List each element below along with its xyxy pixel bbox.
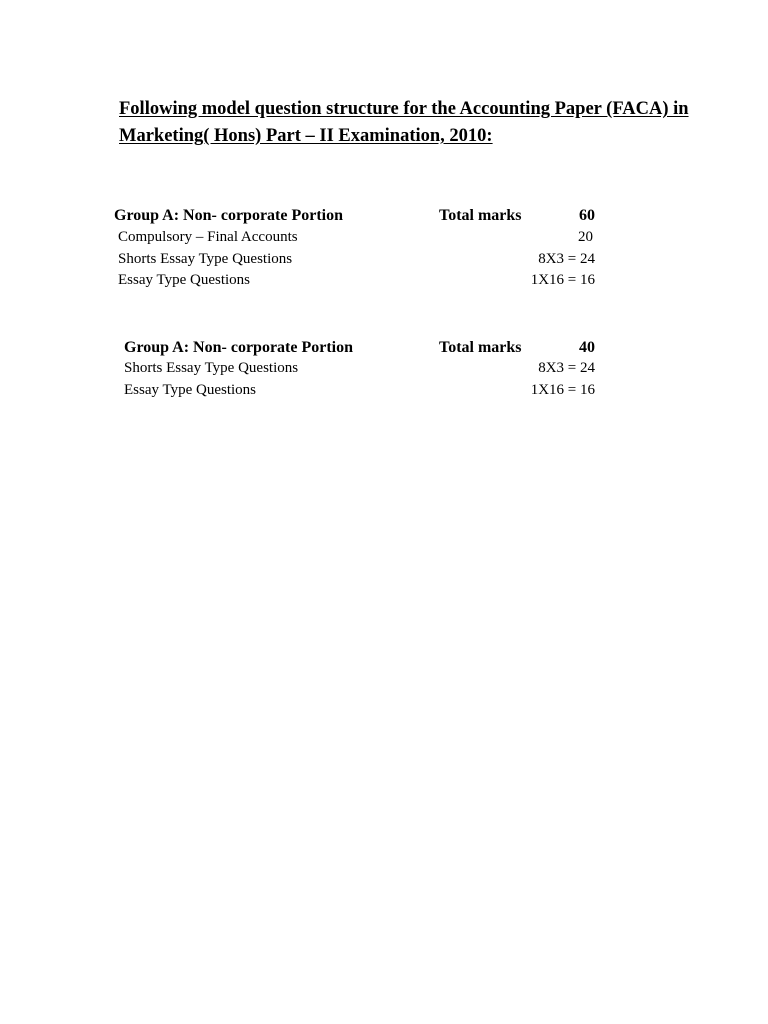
document-title-line-2: Marketing( Hons) Part – II Examination, 2010: [119,126,493,146]
group-title: Group A: Non- corporate Portion [114,207,344,224]
total-marks-value: 60 [579,207,595,224]
group-title: Group A: Non- corporate Portion [124,339,354,356]
question-type-label: Shorts Essay Type Questions [118,250,293,267]
question-type-label: Essay Type Questions [124,381,256,398]
marks-value: 8X3 = 24 [538,250,595,267]
group-header [124,339,595,359]
marks-value: 1X16 = 16 [530,272,595,288]
marks-value: 1X16 = 16 [530,381,595,398]
total-marks-label: Total marks [439,207,522,224]
marks-group-2 [124,339,595,403]
marks-row [114,229,595,251]
marks-row [124,360,595,382]
marks-row [114,251,595,273]
document-title-line-1: Following model question structure for the Accounting Paper (FACA) in [119,99,689,119]
total-marks-value: 40 [579,339,595,356]
marks-rows [114,229,595,294]
question-type-label: Compulsory – Final Accounts [118,229,298,245]
marks-row [114,272,595,294]
marks-value: 20 [578,229,593,245]
marks-rows [124,360,595,403]
marks-group-1 [114,207,595,294]
marks-value: 8X3 = 24 [538,360,595,376]
question-type-label: Essay Type Questions [118,272,250,288]
total-marks-label: Total marks [439,339,522,356]
group-header [114,207,595,227]
question-type-label: Shorts Essay Type Questions [124,360,299,376]
document-title [119,96,719,150]
marks-row [124,382,595,404]
